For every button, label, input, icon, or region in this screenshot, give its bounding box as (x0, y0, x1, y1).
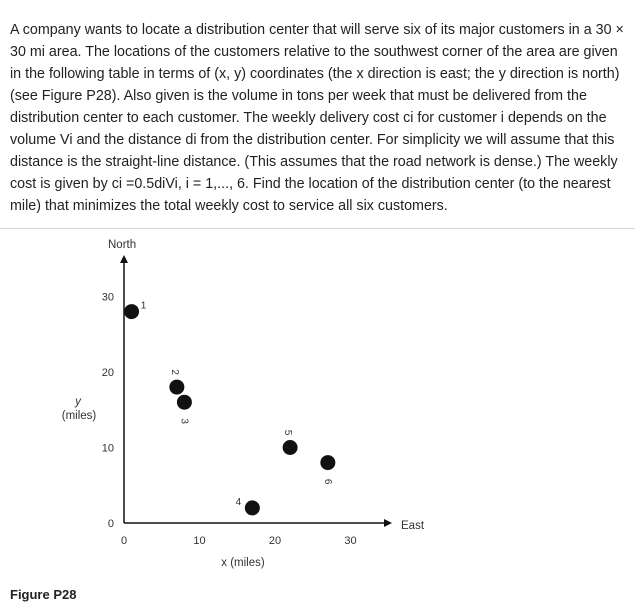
customer-point-3 (177, 395, 192, 410)
x-tick-label: 30 (344, 535, 357, 547)
problem-statement: A company wants to locate a distribution center that will serve six of its major customers in a 30 × 30 mi area. The locations of the customers relative to the southwest corner of the area are given in the following table in terms of (x, y) coordinates (the x direction is east; the y direction is north) (see Figure P28). Also given is the volume in tons per week that must be delivered from the distribution center to each customer. The weekly delivery cost ci for customer i depends on the volume Vi and the distance di from the distribution center. For simplicity we will assume that this distance is the straight-line distance. (This assumes that the road network is dense.) The weekly cost is given by ci =0.5diVi, i = 1,..., 6. Find the location of the distribution center (to the nearest mile) that minimizes the total weekly cost to service all six customers. (10, 22, 624, 214)
x-axis-label: x (miles) (221, 557, 265, 569)
customer-point-4 (245, 500, 260, 515)
figure-caption: Figure P28 (10, 587, 77, 602)
customer-label-1: 1 (140, 300, 147, 312)
y-tick-label: 30 (101, 291, 114, 304)
customer-point-5 (283, 440, 298, 455)
scatter-chart (0, 229, 635, 609)
figure-p28 (0, 229, 635, 609)
y-axis-unit: (miles) (61, 410, 97, 422)
y-tick-label: 20 (101, 367, 114, 379)
x-tick-label: 0 (120, 535, 128, 547)
y-axis-variable: y (75, 396, 81, 408)
x-tick-label: 10 (193, 535, 206, 547)
customer-label-2: 2 (168, 369, 180, 375)
customer-point-6 (320, 455, 335, 470)
customer-point-1 (124, 304, 139, 319)
data-points (124, 301, 335, 516)
y-tick-label: 10 (101, 442, 114, 455)
x-tick-label: 20 (268, 535, 282, 547)
north-label: North (108, 239, 137, 251)
y-tick-label: 0 (107, 518, 114, 530)
tick-labels (102, 292, 357, 548)
customer-label-4: 4 (235, 496, 242, 508)
east-label: East (401, 520, 425, 532)
customer-point-2 (169, 380, 184, 395)
customer-label-6: 6 (321, 478, 333, 485)
customer-label-3: 3 (178, 418, 190, 424)
customer-label-5: 5 (282, 429, 294, 436)
